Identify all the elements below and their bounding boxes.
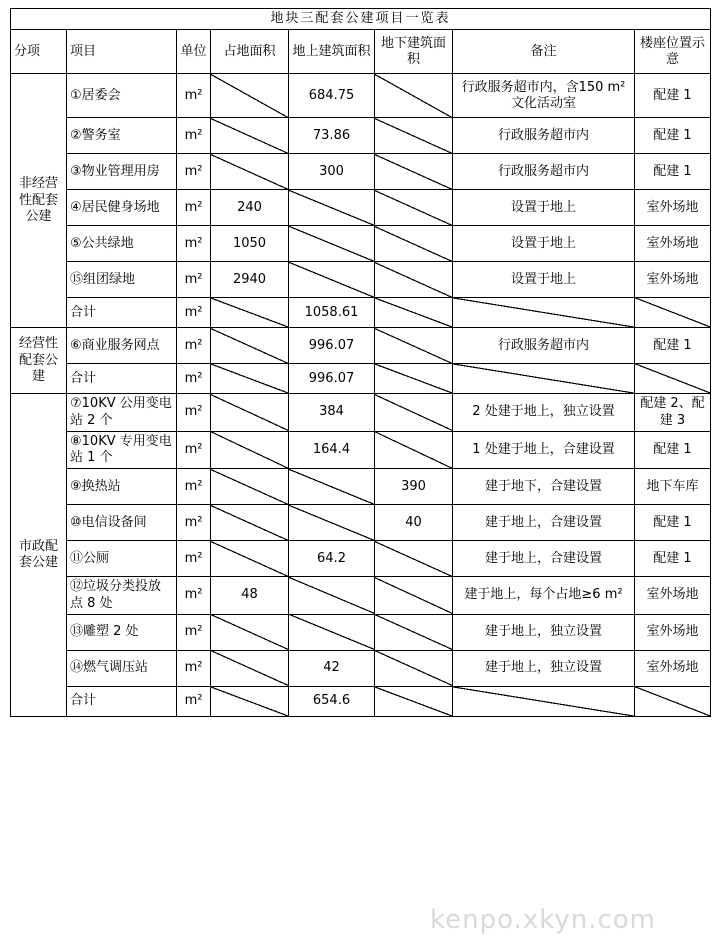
row-below-empty [375, 686, 453, 716]
row-note: 建于地下，合建设置 [453, 469, 635, 505]
table-row [11, 394, 711, 432]
row-item: ⑨换热站 [67, 469, 177, 505]
row-land-empty [211, 74, 289, 118]
row-land-empty [211, 469, 289, 505]
row-above: 996.07 [289, 328, 375, 364]
column-header-note: 备注 [453, 30, 635, 74]
title-row [11, 9, 711, 30]
row-unit: m² [177, 262, 211, 298]
row-unit: m² [177, 226, 211, 262]
row-note-empty [453, 364, 635, 394]
column-header-unit: 单位 [177, 30, 211, 74]
row-below-empty [375, 190, 453, 226]
page-title: 地块三配套公建项目一览表 [11, 9, 711, 30]
table-row [11, 154, 711, 190]
row-unit: m² [177, 431, 211, 469]
table-row [11, 364, 711, 394]
table-row [11, 118, 711, 154]
row-bldg: 配建 1 [635, 74, 711, 118]
row-bldg-empty [635, 686, 711, 716]
row-note: 建于地上，合建设置 [453, 541, 635, 577]
row-note-empty [453, 686, 635, 716]
row-above-empty [289, 226, 375, 262]
row-note: 建于地上，独立设置 [453, 614, 635, 650]
row-above: 996.07 [289, 364, 375, 394]
row-above-empty [289, 614, 375, 650]
row-land: 48 [211, 577, 289, 615]
group-label: 非经营性配套公建 [11, 74, 67, 328]
table-row [11, 650, 711, 686]
row-unit: m² [177, 469, 211, 505]
row-below-empty [375, 74, 453, 118]
row-unit: m² [177, 505, 211, 541]
row-land-empty [211, 541, 289, 577]
row-note: 设置于地上 [453, 226, 635, 262]
row-land-empty [211, 431, 289, 469]
row-note: 设置于地上 [453, 262, 635, 298]
row-below-empty [375, 298, 453, 328]
row-bldg-empty [635, 298, 711, 328]
row-land-empty [211, 614, 289, 650]
row-below-empty [375, 614, 453, 650]
row-item: ⑮组团绿地 [67, 262, 177, 298]
column-header-item: 项目 [67, 30, 177, 74]
row-item: 合计 [67, 298, 177, 328]
row-below: 40 [375, 505, 453, 541]
row-unit: m² [177, 154, 211, 190]
row-above: 684.75 [289, 74, 375, 118]
column-header-land: 占地面积 [211, 30, 289, 74]
group-label: 市政配套公建 [11, 394, 67, 717]
row-unit: m² [177, 650, 211, 686]
column-header-bldg: 楼座位置示意 [635, 30, 711, 74]
row-above-empty [289, 190, 375, 226]
watermark-text: kenpo.xkyn.com [430, 905, 656, 935]
row-bldg: 配建 1 [635, 154, 711, 190]
row-item: ⑧10KV 专用变电站 1 个 [67, 431, 177, 469]
row-below-empty [375, 118, 453, 154]
row-above: 164.4 [289, 431, 375, 469]
header-row [11, 30, 711, 74]
row-above-empty [289, 505, 375, 541]
table-row [11, 74, 711, 118]
column-header-group: 分项 [11, 30, 67, 74]
row-above-empty [289, 577, 375, 615]
row-unit: m² [177, 394, 211, 432]
row-unit: m² [177, 541, 211, 577]
row-land-empty [211, 328, 289, 364]
row-land-empty [211, 298, 289, 328]
row-item: ⑪公厕 [67, 541, 177, 577]
table-row [11, 226, 711, 262]
row-bldg: 室外场地 [635, 577, 711, 615]
row-bldg: 配建 1 [635, 431, 711, 469]
row-bldg: 配建 1 [635, 328, 711, 364]
row-note: 建于地上，独立设置 [453, 650, 635, 686]
row-below-empty [375, 541, 453, 577]
column-header-below: 地下建筑面积 [375, 30, 453, 74]
row-below: 390 [375, 469, 453, 505]
row-bldg: 配建 1 [635, 505, 711, 541]
table-row [11, 541, 711, 577]
row-unit: m² [177, 577, 211, 615]
row-bldg: 配建 1 [635, 541, 711, 577]
row-land-empty [211, 505, 289, 541]
row-above-empty [289, 469, 375, 505]
table-row [11, 505, 711, 541]
row-item: ⑫垃圾分类投放点 8 处 [67, 577, 177, 615]
row-bldg: 室外场地 [635, 614, 711, 650]
row-note-empty [453, 298, 635, 328]
column-header-above: 地上建筑面积 [289, 30, 375, 74]
row-land-empty [211, 118, 289, 154]
table-row [11, 469, 711, 505]
row-note: 行政服务超市内，含150 m²文化活动室 [453, 74, 635, 118]
row-item: ⑩电信设备间 [67, 505, 177, 541]
row-unit: m² [177, 190, 211, 226]
row-bldg: 室外场地 [635, 190, 711, 226]
row-below-empty [375, 650, 453, 686]
row-item: ⑤公共绿地 [67, 226, 177, 262]
row-note: 设置于地上 [453, 190, 635, 226]
row-note: 建于地上，合建设置 [453, 505, 635, 541]
row-above: 73.86 [289, 118, 375, 154]
row-note: 2 处建于地上，独立设置 [453, 394, 635, 432]
row-item: 合计 [67, 364, 177, 394]
row-item: ⑥商业服务网点 [67, 328, 177, 364]
table-row [11, 298, 711, 328]
row-bldg: 室外场地 [635, 650, 711, 686]
row-unit: m² [177, 118, 211, 154]
table-row [11, 614, 711, 650]
row-unit: m² [177, 298, 211, 328]
group-label: 经营性配套公建 [11, 328, 67, 394]
row-below-empty [375, 262, 453, 298]
row-below-empty [375, 394, 453, 432]
table-row [11, 686, 711, 716]
row-note: 建于地上，每个占地≥6 m² [453, 577, 635, 615]
row-unit: m² [177, 364, 211, 394]
row-land-empty [211, 686, 289, 716]
row-below-empty [375, 328, 453, 364]
row-unit: m² [177, 614, 211, 650]
row-item: ⑦10KV 公用变电站 2 个 [67, 394, 177, 432]
row-land-empty [211, 650, 289, 686]
row-item: ①居委会 [67, 74, 177, 118]
row-item: ⑭燃气调压站 [67, 650, 177, 686]
row-above-empty [289, 262, 375, 298]
row-bldg-empty [635, 364, 711, 394]
row-item: ③物业管理用房 [67, 154, 177, 190]
row-above: 654.6 [289, 686, 375, 716]
row-bldg: 室外场地 [635, 262, 711, 298]
row-note: 行政服务超市内 [453, 118, 635, 154]
row-unit: m² [177, 686, 211, 716]
row-below-empty [375, 364, 453, 394]
row-land-empty [211, 364, 289, 394]
row-below-empty [375, 226, 453, 262]
row-below-empty [375, 431, 453, 469]
row-item: ④居民健身场地 [67, 190, 177, 226]
row-below-empty [375, 577, 453, 615]
row-bldg: 配建 1 [635, 118, 711, 154]
row-item: ⑬雕塑 2 处 [67, 614, 177, 650]
row-unit: m² [177, 74, 211, 118]
row-above: 300 [289, 154, 375, 190]
row-note: 行政服务超市内 [453, 154, 635, 190]
row-land: 2940 [211, 262, 289, 298]
row-above: 384 [289, 394, 375, 432]
row-note: 1 处建于地上，合建设置 [453, 431, 635, 469]
table-row [11, 190, 711, 226]
row-land: 240 [211, 190, 289, 226]
row-bldg: 地下车库 [635, 469, 711, 505]
row-land: 1050 [211, 226, 289, 262]
table-row [11, 328, 711, 364]
row-land-empty [211, 154, 289, 190]
row-below-empty [375, 154, 453, 190]
row-item: 合计 [67, 686, 177, 716]
row-unit: m² [177, 328, 211, 364]
table-row [11, 431, 711, 469]
row-land-empty [211, 394, 289, 432]
public-facility-table [10, 8, 711, 717]
row-bldg: 配建 2、配建 3 [635, 394, 711, 432]
table-row [11, 577, 711, 615]
row-above: 1058.61 [289, 298, 375, 328]
row-item: ②警务室 [67, 118, 177, 154]
row-above: 42 [289, 650, 375, 686]
row-note: 行政服务超市内 [453, 328, 635, 364]
row-above: 64.2 [289, 541, 375, 577]
row-bldg: 室外场地 [635, 226, 711, 262]
table-row [11, 262, 711, 298]
